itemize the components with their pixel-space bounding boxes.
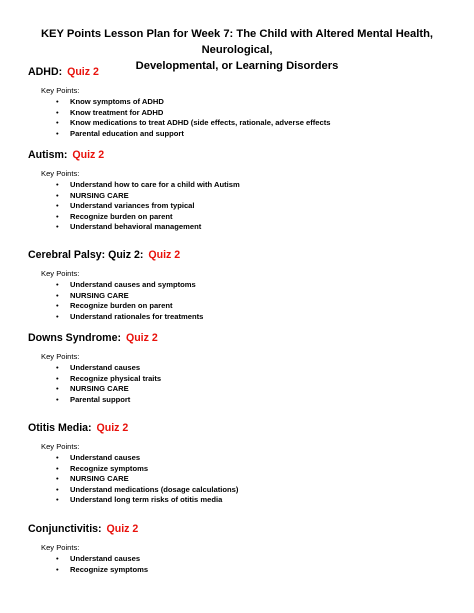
bullet-icon: • [56,301,59,311]
bullet-icon: • [56,394,59,404]
bullet-icon: • [56,290,59,300]
list-item-text: Understand variances from typical [70,201,195,211]
key-points-label: Key Points: [41,442,80,451]
key-points-list [28,554,448,575]
list-item-text: Know medications to treat ADHD (side effects, rationale, adverse effects [70,118,331,128]
bullet-icon: • [56,363,59,372]
quiz-label: Quiz 2 [125,332,158,344]
section-heading [28,148,448,162]
section-autism [28,148,448,233]
bullet-icon: • [56,280,59,289]
section-heading-text: ADHD: [28,66,63,78]
bullet-icon: • [56,564,59,574]
list-item [28,554,448,565]
key-points-list [28,97,448,139]
list-item [28,565,448,576]
bullet-icon: • [56,495,59,505]
list-item-text: Recognize symptoms [70,564,149,574]
list-item-text: Know symptoms of ADHD [70,97,164,106]
bullet-icon: • [56,453,59,462]
key-points-list [28,280,448,322]
list-item-text: Recognize physical traits [70,373,162,383]
section-heading-text: Otitis Media: [28,422,92,434]
bullet-icon: • [56,201,59,211]
key-points-label: Key Points: [41,543,80,552]
list-item [28,374,448,385]
bullet-icon: • [56,311,59,321]
list-item-text: Understand behavioral management [70,222,202,232]
list-item-text: Understand causes [70,453,141,462]
bullet-icon: • [56,118,59,128]
bullet-icon: • [56,97,59,106]
list-item-text: NURSING CARE [70,384,129,394]
bullet-icon: • [56,190,59,200]
list-item [28,118,448,129]
bullet-icon: • [56,373,59,383]
section-heading [28,331,448,345]
bullet-icon: • [56,384,59,394]
bullet-icon: • [56,107,59,117]
section-downs-syndrome [28,331,448,405]
list-item [28,395,448,406]
key-points-list [28,363,448,405]
quiz-label: Quiz 2 [67,66,99,78]
list-item-text: NURSING CARE [70,190,129,200]
list-item [28,108,448,119]
bullet-icon: • [56,474,59,484]
list-item-text: NURSING CARE [70,290,129,300]
list-item-text: Recognize burden on parent [70,301,173,311]
list-item [28,474,448,485]
list-item-text: Understand causes and symptoms [70,280,196,289]
list-item-text: Parental support [70,394,131,404]
quiz-label: Quiz 2 [72,149,105,161]
list-item [28,495,448,506]
key-points-label: Key Points: [41,352,80,361]
bullet-icon: • [56,484,59,494]
list-item [28,363,448,374]
title-line-1: KEY Points Lesson Plan for Week 7: The Child with Altered Mental Health, Neurological, [40,28,434,56]
key-points-label: Key Points: [41,269,80,278]
list-item-text: Recognize burden on parent [70,211,173,221]
section-adhd [28,65,448,139]
quiz-label: Quiz 2 [106,523,139,535]
section-heading-text: Conjunctivitis: [28,523,102,535]
list-item-text: Understand how to care for a child with Autism [70,180,240,189]
key-points-label: Key Points: [41,86,80,95]
title-line-2: Developmental, or Learning Disorders [135,60,339,72]
section-heading-text: Autism: [28,149,68,161]
list-item [28,464,448,475]
list-item-text: Understand rationales for treatments [70,311,204,321]
bullet-icon: • [56,554,59,563]
section-conjunctivitis [28,522,448,575]
section-otitis-media [28,421,448,506]
list-item [28,453,448,464]
list-item-text: Understand medications (dosage calculations) [70,484,239,494]
bullet-icon: • [56,128,59,138]
list-item [28,222,448,233]
list-item-text: Understand long term risks of otitis media [70,495,223,505]
key-points-label: Key Points: [41,169,80,178]
list-item [28,384,448,395]
quiz-label: Quiz 2 [96,422,129,434]
list-item [28,280,448,291]
list-item [28,485,448,496]
bullet-icon: • [56,463,59,473]
list-item [28,312,448,323]
key-points-list [28,180,448,233]
list-item [28,191,448,202]
list-item [28,212,448,223]
list-item [28,129,448,140]
section-heading-text: Cerebral Palsy: Quiz 2: [28,249,144,261]
bullet-icon: • [56,211,59,221]
section-heading [28,522,448,536]
list-item [28,291,448,302]
section-heading [28,421,448,435]
section-heading [28,248,448,262]
bullet-icon: • [56,180,59,189]
section-cerebral-palsy [28,248,448,322]
key-points-list [28,453,448,506]
list-item-text: NURSING CARE [70,474,129,484]
list-item-text: Parental education and support [70,128,184,138]
bullet-icon: • [56,222,59,232]
list-item-text: Recognize symptoms [70,463,149,473]
list-item-text: Understand causes [70,363,141,372]
list-item-text: Understand causes [70,554,141,563]
quiz-label: Quiz 2 [148,249,181,261]
list-item [28,201,448,212]
list-item [28,180,448,191]
list-item [28,301,448,312]
list-item [28,97,448,108]
list-item-text: Know treatment for ADHD [70,107,164,117]
section-heading-text: Downs Syndrome: [28,332,122,344]
section-heading [28,65,448,79]
